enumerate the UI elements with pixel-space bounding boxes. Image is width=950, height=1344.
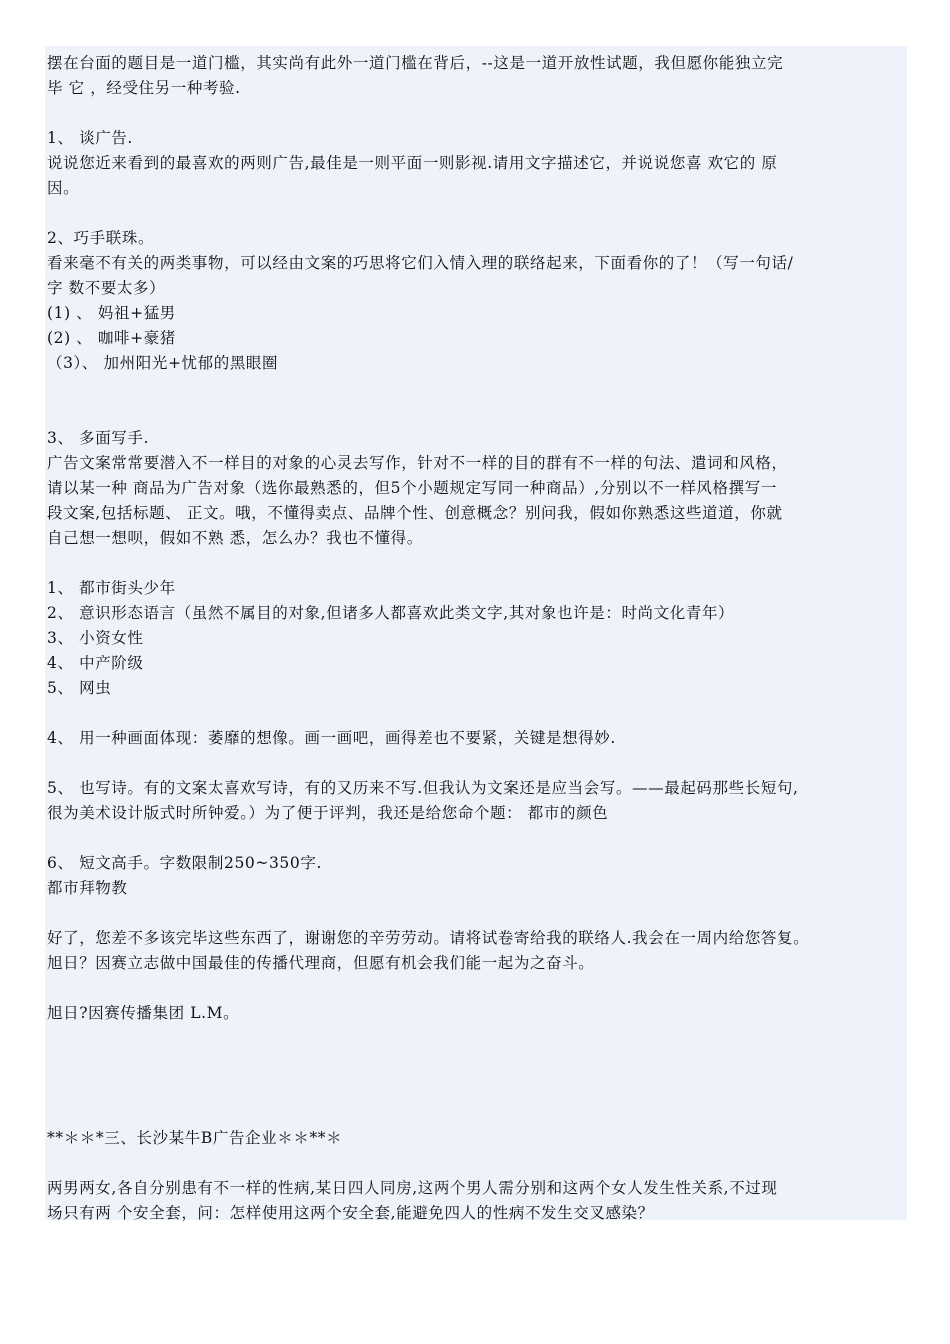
closing-line-1: 好了，您差不多该完毕这些东西了，谢谢您的辛劳劳动。请将试卷寄给我的联络人.我会在一周内给您答复。 (47, 929, 810, 947)
puzzle-text-line-2: 场只有两 个安全套，问：怎样使用这两个安全套,能避免四人的性病不发生交叉感染？ (47, 1204, 654, 1222)
q3-heading: 3、 多面写手. (47, 429, 150, 447)
q3-text-line-2: 请以某一种 商品为广告对象（选你最熟悉的，但5个小题规定写同一种商品）,分别以不一样风格撰写一 (47, 479, 777, 497)
q1-text-line-2: 因。 (47, 179, 80, 197)
q6-topic: 都市拜物教 (47, 879, 128, 897)
q6-text: 6、 短文高手。字数限制250~350字. (47, 854, 322, 872)
q2-text-line-2: 字 数不要太多） (47, 279, 166, 297)
signature: 旭日?因赛传播集团 L.M。 (47, 1004, 240, 1022)
q5-text-line-2: 很为美术设计版式时所钟爱。）为了便于评判，我还是给您命个题： 都市的颜色 (47, 804, 609, 822)
q3-text-line-4: 自己想一想呗，假如不熟 悉，怎么办？我也不懂得。 (47, 529, 423, 547)
q2-heading: 2、巧手联珠。 (47, 229, 155, 247)
q2-item-2: (2) 、 咖啡+豪猪 (47, 329, 176, 347)
intro-line-2: 毕 它 ，经受住另一种考验. (47, 79, 241, 97)
q2-item-3: （3）、 加州阳光+忧郁的黑眼圈 (47, 354, 279, 372)
q2-text-line-1: 看来毫不有关的两类事物，可以经由文案的巧思将它们入情入理的联络起来，下面看你的了！（写一句话/ (47, 254, 794, 272)
closing-line-2: 旭日？因赛立志做中国最佳的传播代理商，但愿有机会我们能一起为之奋斗。 (47, 954, 595, 972)
q1-heading: 1、 谈广告. (47, 129, 133, 147)
q3-style-4: 4、 中产阶级 (47, 654, 144, 672)
section-3-heading: **＊＊*三、长沙某牛B广告企业＊＊**＊ (47, 1129, 343, 1147)
q3-text-line-3: 段文案,包括标题、 正文。哦，不懂得卖点、品牌个性、创意概念？别问我，假如你熟悉这些道道，你就 (47, 504, 783, 522)
q1-text-line-1: 说说您近来看到的最喜欢的两则广告,最佳是一则平面一则影视.请用文字描述它，并说说您喜 欢它的 原 (47, 154, 778, 172)
q3-style-1: 1、 都市街头少年 (47, 579, 176, 597)
intro-line-1: 摆在台面的题目是一道门槛，其实尚有此外一道门槛在背后，--这是一道开放性试题，我但愿你能独立完 (47, 54, 784, 72)
document-page (45, 46, 907, 1220)
q3-text-line-1: 广告文案常常要潜入不一样目的对象的心灵去写作，针对不一样的目的群有不一样的句法、遣词和风格， (47, 454, 788, 472)
q3-style-3: 3、 小资女性 (47, 629, 144, 647)
puzzle-text-line-1: 两男两女,各自分别患有不一样的性病,某日四人同房,这两个男人需分别和这两个女人发生性关系,不过现 (47, 1179, 778, 1197)
q3-style-5: 5、 网虫 (47, 679, 112, 697)
q5-text-line-1: 5、 也写诗。有的文案太喜欢写诗，有的又历来不写.但我认为文案还是应当会写。——最起码那些长短句, (47, 779, 799, 797)
q4-text: 4、 用一种画面体现：萎靡的想像。画一画吧，画得差也不要紧，关键是想得妙. (47, 729, 616, 747)
q2-item-1: (1) 、 妈祖+猛男 (47, 304, 176, 322)
q3-style-2: 2、 意识形态语言（虽然不属目的对象,但诸多人都喜欢此类文字,其对象也许是：时尚文化青年） (47, 604, 735, 622)
